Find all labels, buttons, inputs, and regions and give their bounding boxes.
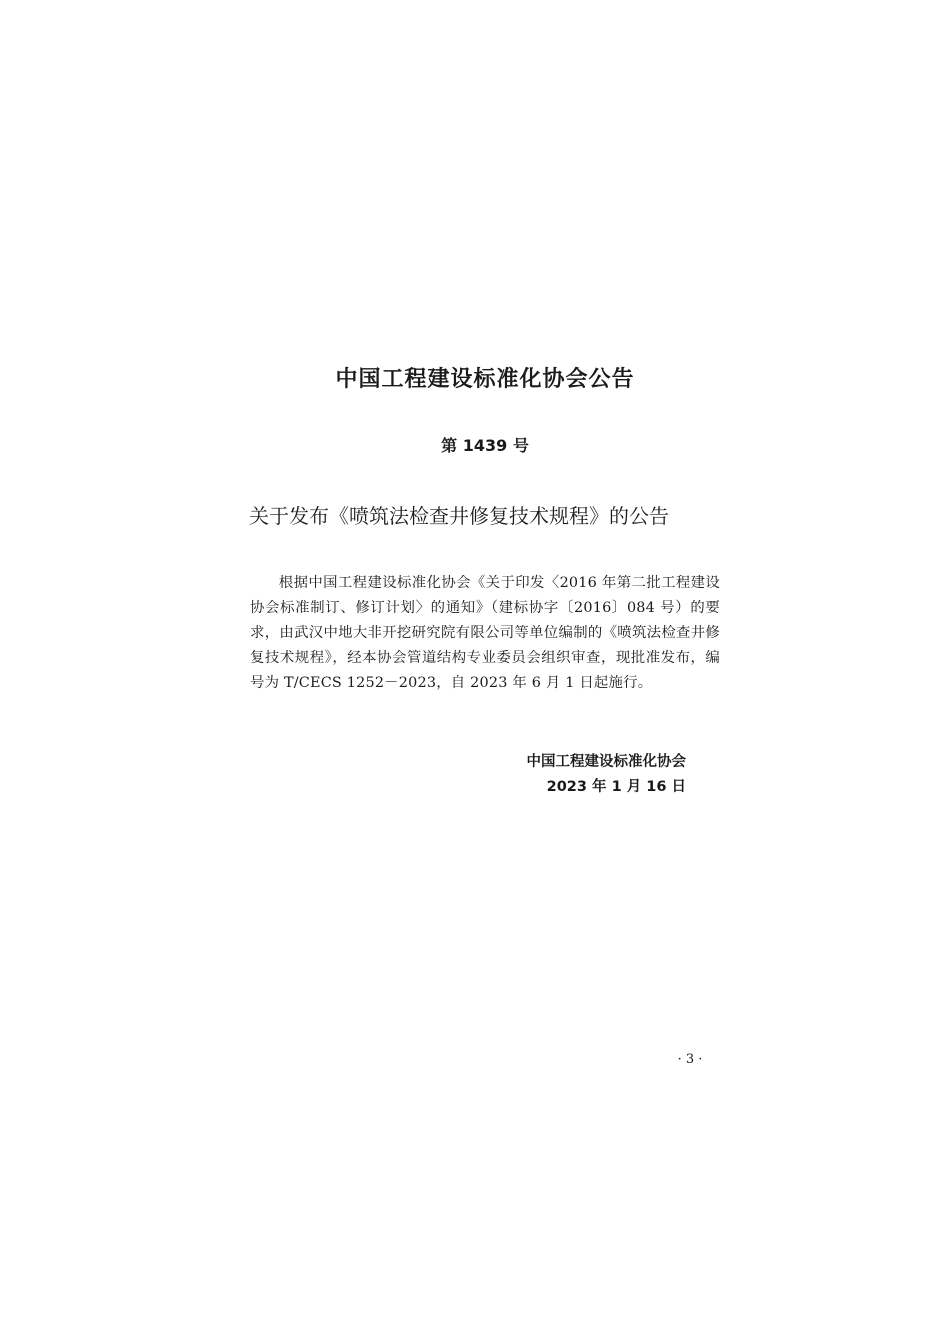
announcement-body: 根据中国工程建设标准化协会《关于印发〈2016 年第二批工程建设协会标准制订、修订计划〉的通知》（建标协字〔2016〕084 号）的要求，由武汉中地大非开挖研究院有限公司等单位编制的《喷筑法检查井修复技术规程》，经本协会管道结构专业委员会组织审查，现批准发布，编号为 T/CECS 1252－2023，自 2023 年 6 月 1 日起施行。 xyxy=(250,575,720,691)
announcement-title: 中国工程建设标准化协会公告 xyxy=(335,367,635,392)
announcement-subject: 关于发布《喷筑法检查井修复技术规程》的公告 xyxy=(249,504,669,528)
signature-organization: 中国工程建设标准化协会 xyxy=(526,754,686,770)
signature-date: 2023 年 1 月 16 日 xyxy=(546,779,686,795)
page-number: · 3 · xyxy=(677,1052,703,1067)
announcement-number: 第 1439 号 xyxy=(441,436,529,455)
